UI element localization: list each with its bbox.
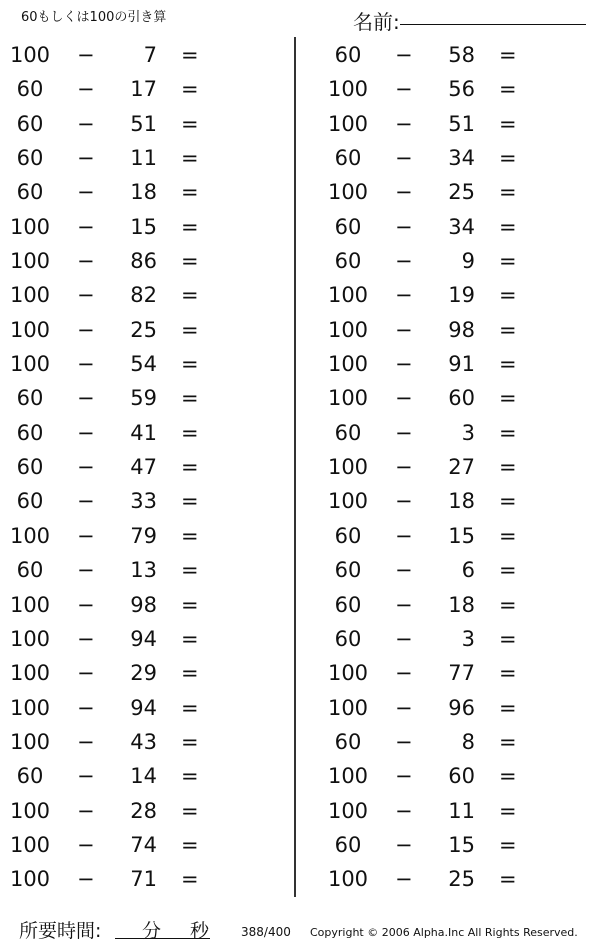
subtrahend: 74 [130, 832, 157, 857]
subtrahend: 54 [130, 352, 157, 377]
subtrahend: 25 [448, 867, 475, 892]
minuend: 100 [9, 283, 51, 308]
equals-sign: = [181, 386, 199, 411]
equals-sign: = [499, 420, 517, 445]
equals-sign: = [181, 180, 199, 205]
subtrahend: 13 [130, 558, 157, 583]
minus-sign: − [395, 832, 413, 857]
minuend: 100 [327, 352, 369, 377]
minus-sign: − [395, 798, 413, 823]
equals-sign: = [499, 695, 517, 720]
minuend: 60 [334, 729, 362, 754]
minuend: 60 [16, 77, 44, 102]
minuend: 60 [16, 180, 44, 205]
subtrahend: 33 [130, 489, 157, 514]
minuend: 100 [9, 626, 51, 651]
equals-sign: = [181, 214, 199, 239]
equals-sign: = [181, 283, 199, 308]
subtrahend: 3 [461, 420, 475, 445]
equals-sign: = [181, 146, 199, 171]
subtrahend: 59 [130, 386, 157, 411]
subtrahend: 94 [130, 626, 157, 651]
minuend: 60 [16, 420, 44, 445]
equals-sign: = [181, 111, 199, 136]
minuend: 100 [9, 798, 51, 823]
minus-sign: − [395, 77, 413, 102]
time-label: 所要時間: [19, 920, 102, 942]
minus-sign: − [395, 455, 413, 480]
minuend: 60 [16, 111, 44, 136]
equals-sign: = [181, 420, 199, 445]
equals-sign: = [181, 43, 199, 67]
minus-sign: − [77, 111, 95, 136]
minuend: 100 [9, 695, 51, 720]
subtrahend: 15 [130, 214, 157, 239]
equals-sign: = [499, 832, 517, 857]
minuend: 60 [334, 214, 362, 239]
seconds-label: 秒 [190, 920, 210, 942]
subtrahend: 3 [461, 626, 475, 651]
equals-sign: = [499, 352, 517, 377]
minuend: 100 [9, 249, 51, 274]
subtrahend: 25 [448, 180, 475, 205]
equals-sign: = [181, 77, 199, 102]
name-line [400, 24, 586, 25]
equals-sign: = [499, 317, 517, 342]
minuend: 100 [327, 867, 369, 892]
minuend: 100 [327, 386, 369, 411]
equals-sign: = [499, 489, 517, 514]
minus-sign: − [77, 77, 95, 102]
equals-sign: = [499, 43, 517, 67]
minuend: 60 [334, 146, 362, 171]
minus-sign: − [77, 729, 95, 754]
equals-sign: = [181, 695, 199, 720]
equals-sign: = [499, 798, 517, 823]
minuend: 100 [327, 455, 369, 480]
minuend: 60 [334, 43, 362, 67]
minus-sign: − [77, 386, 95, 411]
equals-sign: = [181, 249, 199, 274]
minuend: 100 [327, 317, 369, 342]
subtrahend: 94 [130, 695, 157, 720]
equals-sign: = [499, 249, 517, 274]
equals-sign: = [499, 455, 517, 480]
subtrahend: 15 [448, 523, 475, 548]
subtrahend: 17 [130, 77, 157, 102]
minuend: 60 [334, 832, 362, 857]
minuend: 100 [327, 798, 369, 823]
minus-sign: − [395, 43, 413, 67]
minus-sign: − [77, 43, 95, 67]
minuend: 100 [327, 764, 369, 789]
minuend: 100 [9, 592, 51, 617]
minuend: 100 [327, 489, 369, 514]
minus-sign: − [77, 455, 95, 480]
minuend: 60 [16, 489, 44, 514]
minuend: 100 [9, 352, 51, 377]
subtrahend: 51 [448, 111, 475, 136]
minus-sign: − [77, 180, 95, 205]
equals-sign: = [181, 832, 199, 857]
minus-sign: − [77, 523, 95, 548]
subtrahend: 86 [130, 249, 157, 274]
subtrahend: 25 [130, 317, 157, 342]
minus-sign: − [395, 214, 413, 239]
equals-sign: = [499, 386, 517, 411]
subtrahend: 41 [130, 420, 157, 445]
equals-sign: = [181, 798, 199, 823]
minutes-label: 分 [142, 920, 162, 942]
subtrahend: 7 [143, 43, 157, 67]
equals-sign: = [499, 592, 517, 617]
minus-sign: − [77, 592, 95, 617]
minuend: 100 [327, 77, 369, 102]
subtrahend: 60 [448, 764, 475, 789]
subtrahend: 60 [448, 386, 475, 411]
subtrahend: 11 [448, 798, 475, 823]
minuend: 100 [327, 283, 369, 308]
minuend: 100 [9, 867, 51, 892]
subtrahend: 27 [448, 455, 475, 480]
equals-sign: = [499, 626, 517, 651]
equals-sign: = [499, 111, 517, 136]
minus-sign: − [395, 146, 413, 171]
minus-sign: − [77, 249, 95, 274]
minuend: 100 [9, 523, 51, 548]
minuend: 100 [9, 43, 51, 67]
equals-sign: = [499, 661, 517, 686]
subtrahend: 71 [130, 867, 157, 892]
minuend: 60 [16, 764, 44, 789]
subtrahend: 96 [448, 695, 475, 720]
equals-sign: = [181, 317, 199, 342]
subtrahend: 18 [448, 592, 475, 617]
equals-sign: = [181, 592, 199, 617]
minus-sign: − [395, 523, 413, 548]
subtrahend: 98 [448, 317, 475, 342]
subtrahend: 15 [448, 832, 475, 857]
copyright: Copyright © 2006 Alpha.Inc All Rights Reserved. [310, 926, 578, 939]
minus-sign: − [77, 489, 95, 514]
equals-sign: = [499, 180, 517, 205]
minus-sign: − [77, 798, 95, 823]
minus-sign: − [77, 558, 95, 583]
minus-sign: − [395, 867, 413, 892]
minus-sign: − [395, 111, 413, 136]
minus-sign: − [395, 626, 413, 651]
equals-sign: = [499, 558, 517, 583]
minus-sign: − [77, 352, 95, 377]
subtrahend: 8 [461, 729, 475, 754]
subtrahend: 98 [130, 592, 157, 617]
minus-sign: − [395, 386, 413, 411]
minus-sign: − [395, 764, 413, 789]
equals-sign: = [181, 558, 199, 583]
equals-sign: = [181, 764, 199, 789]
minuend: 100 [9, 214, 51, 239]
subtrahend: 19 [448, 283, 475, 308]
minus-sign: − [77, 832, 95, 857]
subtrahend: 91 [448, 352, 475, 377]
equals-sign: = [181, 523, 199, 548]
minuend: 100 [9, 729, 51, 754]
minuend: 100 [327, 180, 369, 205]
equals-sign: = [499, 729, 517, 754]
minus-sign: − [77, 317, 95, 342]
subtrahend: 34 [448, 214, 475, 239]
minuend: 60 [334, 249, 362, 274]
minus-sign: − [395, 249, 413, 274]
subtrahend: 28 [130, 798, 157, 823]
subtrahend: 18 [130, 180, 157, 205]
page-number: 388/400 [241, 925, 291, 939]
subtrahend: 43 [130, 729, 157, 754]
minus-sign: − [395, 695, 413, 720]
minus-sign: − [395, 317, 413, 342]
equals-sign: = [499, 214, 517, 239]
equals-sign: = [499, 867, 517, 892]
equals-sign: = [499, 77, 517, 102]
subtrahend: 18 [448, 489, 475, 514]
minuend: 60 [16, 455, 44, 480]
equals-sign: = [181, 455, 199, 480]
name-label: 名前: [353, 10, 400, 34]
minus-sign: − [77, 661, 95, 686]
minuend: 60 [334, 592, 362, 617]
minuend: 100 [327, 111, 369, 136]
minuend: 60 [16, 146, 44, 171]
minus-sign: − [395, 180, 413, 205]
subtrahend: 14 [130, 764, 157, 789]
subtrahend: 51 [130, 111, 157, 136]
minus-sign: − [77, 283, 95, 308]
minus-sign: − [77, 420, 95, 445]
subtrahend: 34 [448, 146, 475, 171]
subtrahend: 6 [461, 558, 475, 583]
equals-sign: = [181, 729, 199, 754]
minuend: 60 [16, 386, 44, 411]
minus-sign: − [395, 489, 413, 514]
equals-sign: = [499, 283, 517, 308]
minus-sign: − [77, 867, 95, 892]
equals-sign: = [181, 489, 199, 514]
column-divider [294, 37, 296, 897]
minus-sign: − [77, 214, 95, 239]
minus-sign: − [395, 283, 413, 308]
equals-sign: = [181, 352, 199, 377]
minus-sign: − [395, 420, 413, 445]
minus-sign: − [77, 764, 95, 789]
minus-sign: − [395, 729, 413, 754]
subtrahend: 58 [448, 43, 475, 67]
subtrahend: 77 [448, 661, 475, 686]
minus-sign: − [395, 661, 413, 686]
equals-sign: = [499, 523, 517, 548]
equals-sign: = [181, 626, 199, 651]
subtrahend: 11 [130, 146, 157, 171]
minuend: 100 [9, 832, 51, 857]
subtrahend: 82 [130, 283, 157, 308]
minuend: 100 [9, 317, 51, 342]
minuend: 100 [327, 661, 369, 686]
equals-sign: = [181, 867, 199, 892]
minuend: 100 [9, 661, 51, 686]
minus-sign: − [395, 352, 413, 377]
subtrahend: 47 [130, 455, 157, 480]
minus-sign: − [77, 695, 95, 720]
minuend: 60 [16, 558, 44, 583]
subtrahend: 56 [448, 77, 475, 102]
minus-sign: − [77, 626, 95, 651]
minuend: 60 [334, 523, 362, 548]
worksheet-title: 60もしくは100の引き算 [21, 10, 167, 25]
minuend: 60 [334, 626, 362, 651]
minus-sign: − [395, 592, 413, 617]
minuend: 60 [334, 558, 362, 583]
minuend: 60 [334, 420, 362, 445]
equals-sign: = [181, 661, 199, 686]
subtrahend: 79 [130, 523, 157, 548]
equals-sign: = [499, 764, 517, 789]
subtrahend: 29 [130, 661, 157, 686]
subtrahend: 9 [461, 249, 475, 274]
minus-sign: − [395, 558, 413, 583]
minuend: 100 [327, 695, 369, 720]
equals-sign: = [499, 146, 517, 171]
minus-sign: − [77, 146, 95, 171]
